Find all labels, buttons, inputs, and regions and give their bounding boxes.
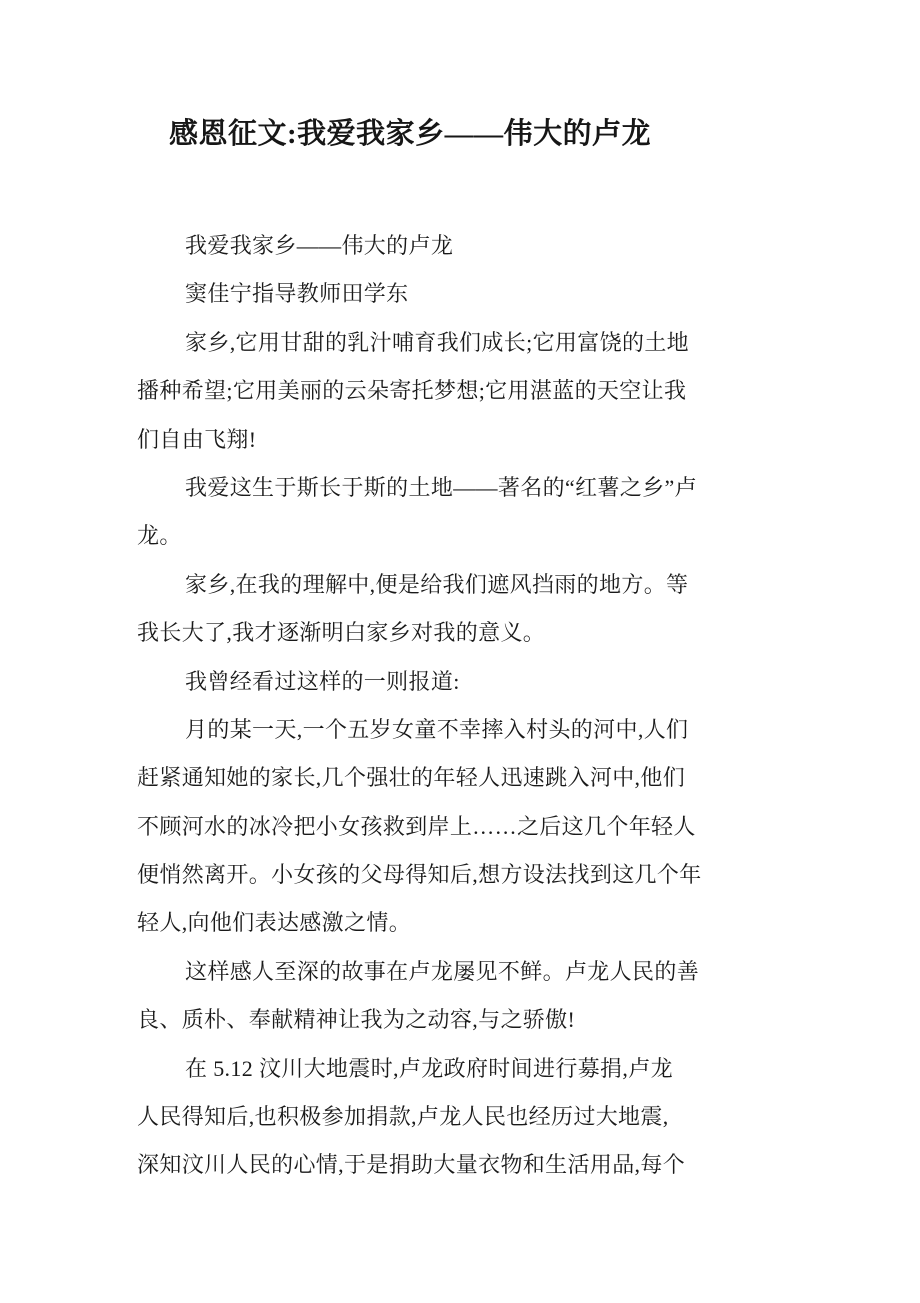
text-line: 赶紧通知她的家长,几个强壮的年轻人迅速跳入河中,他们 [137, 765, 686, 791]
text-line: 我爱我家乡——伟大的卢龙 [185, 233, 454, 258]
text-line: 播种希望;它用美丽的云朵寄托梦想;它用湛蓝的天空让我 [137, 378, 687, 404]
text-line: 在 5.12 汶川大地震时,卢龙政府时间进行募捐,卢龙 [185, 1055, 673, 1081]
text-line: 不顾河水的冰冷把小女孩救到岸上……之后这几个年轻人 [137, 813, 696, 839]
text-line: 龙。 [137, 523, 182, 549]
text-line: 们自由飞翔! [137, 426, 257, 452]
text-line: 深知汶川人民的心情,于是捐助大量衣物和生活用品,每个 [137, 1152, 686, 1178]
text-line: 月的某一天,一个五岁女童不幸摔入村头的河中,人们 [185, 716, 689, 742]
document-title: 感恩征文:我爱我家乡——伟大的卢龙 [169, 118, 652, 150]
text-line: 家乡,它用甘甜的乳汁哺育我们成长;它用富饶的土地 [185, 329, 690, 355]
text-line: 我长大了,我才逐渐明白家乡对我的意义。 [137, 620, 546, 646]
text-line: 轻人,向他们表达感激之情。 [137, 910, 412, 936]
text-line: 我曾经看过这样的一则报道: [185, 668, 460, 694]
text-line: 人民得知后,也积极参加捐款,卢龙人民也经历过大地震, [137, 1104, 669, 1130]
text-line: 便悄然离开。小女孩的父母得知后,想方设法找到这几个年 [137, 862, 702, 888]
text-line: 我爱这生于斯长于斯的土地——著名的“红薯之乡”卢 [185, 474, 697, 500]
document-lines [137, 222, 797, 1190]
text-line: 窦佳宁指导教师田学东 [185, 281, 409, 307]
text-line: 这样感人至深的故事在卢龙屡见不鲜。卢龙人民的善 [185, 958, 700, 984]
text-line: 家乡,在我的理解中,便是给我们遮风挡雨的地方。等 [185, 571, 689, 597]
text-line: 良、质朴、奉献精神让我为之动容,与之骄傲! [137, 1007, 576, 1033]
